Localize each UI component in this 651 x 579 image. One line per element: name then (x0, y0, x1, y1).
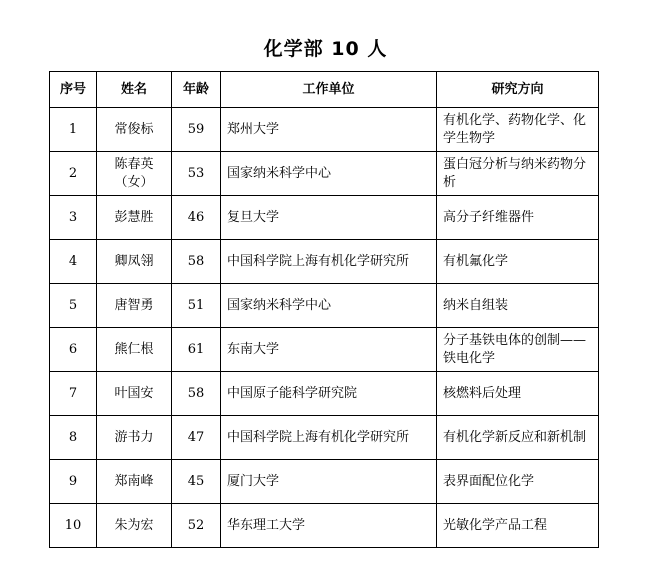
cell-workplace: 华东理工大学 (221, 504, 437, 548)
person-name: 熊仁根 (114, 341, 154, 357)
page-title: 化学部 10 人 (263, 38, 388, 60)
table-row (50, 108, 599, 152)
table-row (50, 240, 599, 284)
cell-name (97, 372, 172, 416)
cell-research-field: 表界面配位化学 (437, 460, 599, 504)
cell-age: 45 (172, 460, 221, 504)
cell-age: 58 (172, 372, 221, 416)
cell-workplace: 郑州大学 (221, 108, 437, 152)
cell-number: 3 (50, 196, 97, 240)
cell-research-field: 有机化学、药物化学、化学生物学 (437, 108, 599, 152)
cell-number: 2 (50, 152, 97, 196)
person-gender-note: （女） (114, 174, 154, 190)
cell-age: 61 (172, 328, 221, 372)
table-row (50, 372, 599, 416)
table-row (50, 416, 599, 460)
cell-name (97, 284, 172, 328)
header-age: 年龄 (172, 72, 221, 108)
person-name: 彭慧胜 (114, 209, 154, 225)
cell-name (97, 416, 172, 460)
cell-workplace: 东南大学 (221, 328, 437, 372)
cell-number: 7 (50, 372, 97, 416)
cell-age: 51 (172, 284, 221, 328)
cell-name (97, 196, 172, 240)
header-research-field: 研究方向 (437, 72, 599, 108)
person-name: 游书力 (114, 429, 154, 445)
cell-age: 59 (172, 108, 221, 152)
table-header-row (50, 72, 599, 108)
cell-research-field: 分子基铁电体的创制——铁电化学 (437, 328, 599, 372)
table-row (50, 460, 599, 504)
cell-research-field: 核燃料后处理 (437, 372, 599, 416)
members-table (49, 71, 599, 548)
cell-age: 53 (172, 152, 221, 196)
cell-number: 1 (50, 108, 97, 152)
cell-number: 10 (50, 504, 97, 548)
cell-workplace: 中国科学院上海有机化学研究所 (221, 416, 437, 460)
cell-age: 47 (172, 416, 221, 460)
cell-workplace: 国家纳米科学中心 (221, 152, 437, 196)
cell-number: 4 (50, 240, 97, 284)
cell-name (97, 328, 172, 372)
cell-research-field: 有机氟化学 (437, 240, 599, 284)
cell-age: 46 (172, 196, 221, 240)
cell-research-field: 有机化学新反应和新机制 (437, 416, 599, 460)
cell-name (97, 460, 172, 504)
cell-name (97, 108, 172, 152)
cell-workplace: 厦门大学 (221, 460, 437, 504)
cell-number: 5 (50, 284, 97, 328)
cell-number: 6 (50, 328, 97, 372)
cell-number: 8 (50, 416, 97, 460)
cell-age: 52 (172, 504, 221, 548)
cell-workplace: 国家纳米科学中心 (221, 284, 437, 328)
cell-workplace: 复旦大学 (221, 196, 437, 240)
table-row (50, 504, 599, 548)
cell-number: 9 (50, 460, 97, 504)
header-name: 姓名 (97, 72, 172, 108)
cell-workplace: 中国科学院上海有机化学研究所 (221, 240, 437, 284)
cell-name (97, 240, 172, 284)
person-name: 卿凤翎 (114, 253, 154, 269)
cell-research-field: 蛋白冠分析与纳米药物分析 (437, 152, 599, 196)
cell-research-field: 纳米自组装 (437, 284, 599, 328)
person-name: 常俊标 (114, 121, 154, 137)
table-row (50, 284, 599, 328)
header-workplace: 工作单位 (221, 72, 437, 108)
table-row (50, 152, 599, 196)
cell-age: 58 (172, 240, 221, 284)
person-name: 唐智勇 (114, 297, 154, 313)
cell-name (97, 504, 172, 548)
person-name: 郑南峰 (114, 473, 154, 489)
person-name: 朱为宏 (114, 517, 154, 533)
cell-research-field: 光敏化学产品工程 (437, 504, 599, 548)
cell-research-field: 高分子纤维器件 (437, 196, 599, 240)
cell-workplace: 中国原子能科学研究院 (221, 372, 437, 416)
header-number: 序号 (50, 72, 97, 108)
table-row (50, 328, 599, 372)
person-name: 叶国安 (114, 385, 154, 401)
table-row (50, 196, 599, 240)
cell-name (97, 152, 172, 196)
person-name: 陈春英 (114, 156, 154, 172)
